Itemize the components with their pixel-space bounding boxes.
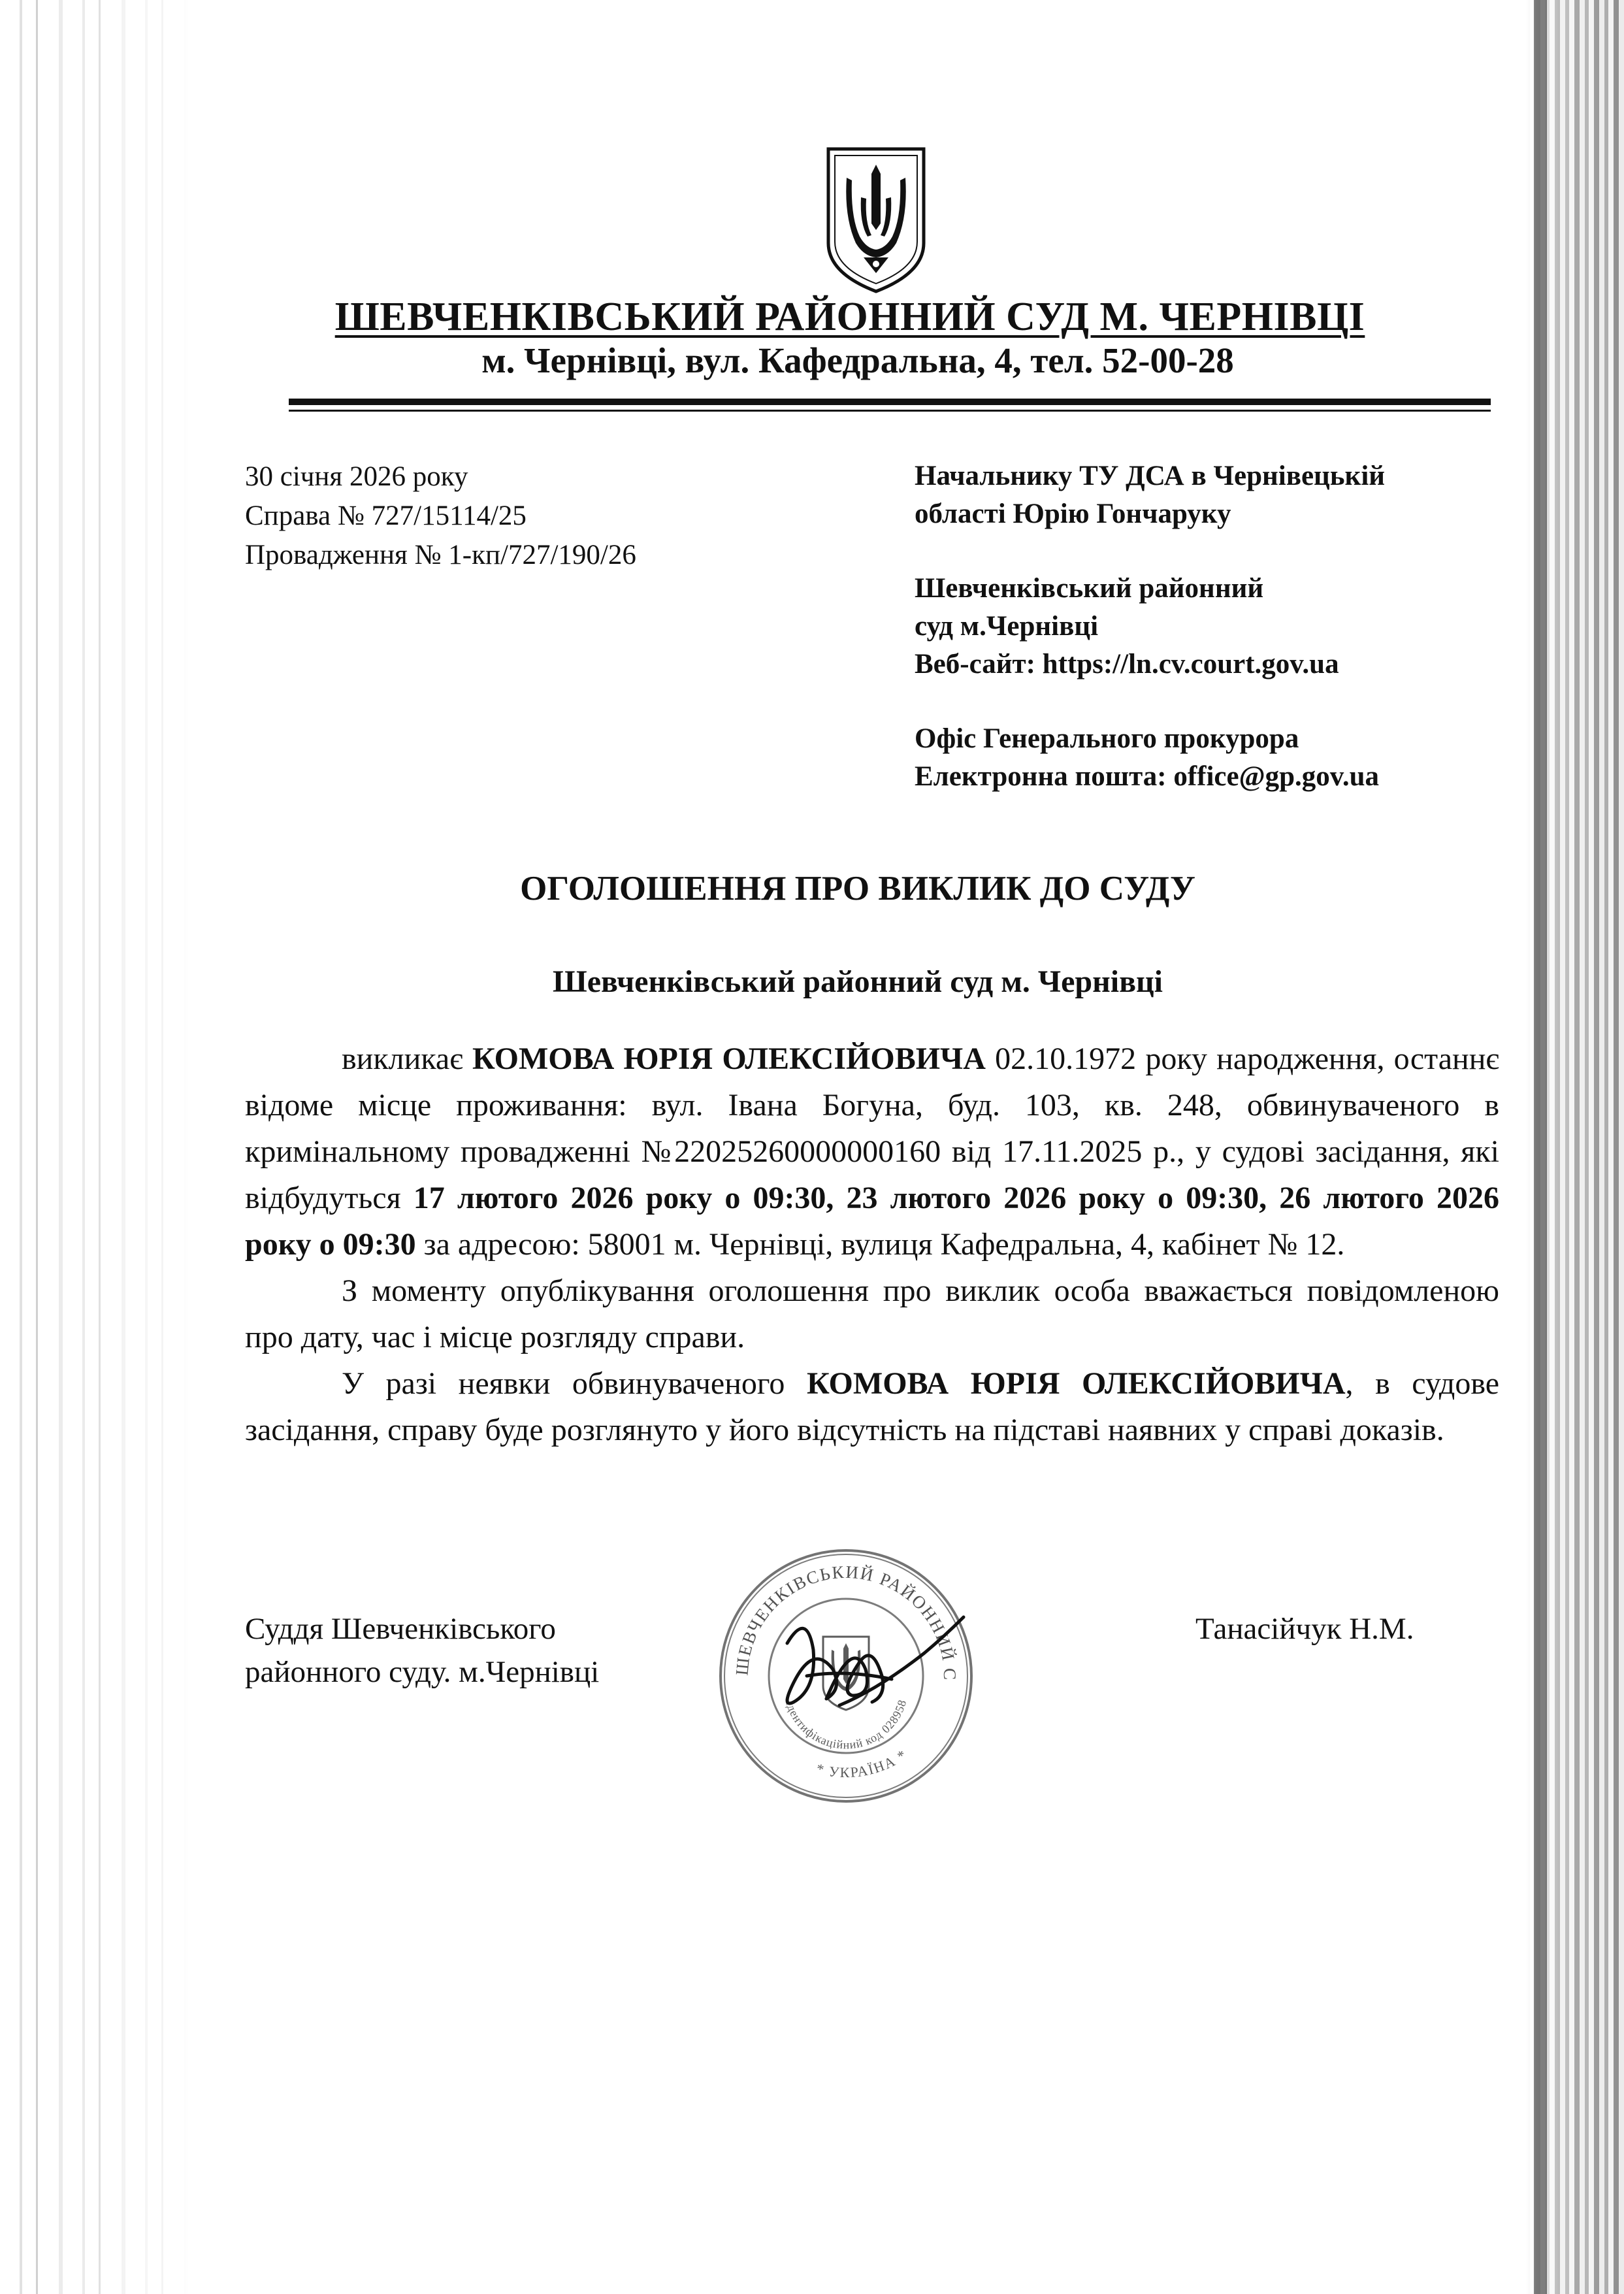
addressee-line: області Юрію Гончаруку — [915, 499, 1231, 529]
notice-paragraph-1 — [245, 1036, 1499, 1268]
court-seal-stamp — [709, 1539, 983, 1813]
notice-body — [245, 1036, 1499, 1453]
stamp-inner-text: Ідентифікаційний код 028958 — [783, 1697, 909, 1752]
notice-paragraph-2: З моменту опублікування оголошення про виклик особа вважається повідомленою про дату, час і місце розгляду справи. — [245, 1273, 1499, 1354]
header-rule-thick — [289, 399, 1491, 405]
notice-subtitle: Шевченківський районний суд м. Чернівці — [552, 964, 1163, 999]
addressee-line: Шевченківський районний — [915, 573, 1264, 604]
text-run: , в судове засідання, справу буде розглянуто у його відсутність на підставі наявних у справі доказів. — [245, 1366, 1500, 1447]
ukraine-trident-icon — [824, 145, 928, 295]
header-rule-thin — [289, 410, 1491, 412]
notice-paragraph-3 — [245, 1360, 1499, 1453]
addressee-line: суд м.Чернівці — [915, 611, 1099, 642]
addressee-block — [915, 570, 1385, 683]
addressee-block — [915, 457, 1385, 533]
judge-name: Танасійчук Н.М. — [1195, 1612, 1414, 1646]
court-address: м. Чернівці, вул. Кафедральна, 4, тел. 52-00-28 — [481, 340, 1234, 380]
document-date: 30 січня 2026 року — [245, 461, 468, 492]
notice-title: ОГОЛОШЕННЯ ПРО ВИКЛИК ДО СУДУ — [520, 870, 1195, 908]
accused-name: КОМОВА ЮРІЯ ОЛЕКСІЙОВИЧА — [472, 1041, 986, 1076]
proceeding-number: Провадження № 1-кп/727/190/26 — [245, 540, 636, 570]
addressee-line: Начальнику ТУ ДСА в Чернівецькій — [915, 461, 1386, 491]
text-run: викликає — [342, 1041, 473, 1076]
hearing-dates: 17 лютого 2026 року о 09:30, 23 лютого 2026 року о 09:30, 26 лютого 2026 року о 09:30 — [245, 1181, 1499, 1262]
text-run: за адресою: 58001 м. Чернівці, вулиця Кафедральна, 4, кабінет № 12. — [415, 1227, 1345, 1262]
document-meta — [245, 457, 636, 575]
judge-position — [245, 1607, 599, 1694]
addressee-block — [915, 720, 1385, 796]
addressees — [915, 457, 1385, 832]
stamp-bottom-text: * УКРАЇНА * — [814, 1746, 911, 1781]
text-run: 02.10.1972 року народження, останнє відоме місце проживання: вул. Івана Богуна, буд. 103, кв. 248, обвинуваченого в кримінальному провадженні №22025260000000160 від 17.11.2025 р., у судові засідання, які відбудуться — [245, 1041, 1500, 1215]
accused-name: КОМОВА ЮРІЯ ОЛЕКСІЙОВИЧА — [806, 1366, 1346, 1401]
judge-position-line: Суддя Шевченківського — [245, 1612, 556, 1646]
case-number: Справа № 727/15114/25 — [245, 500, 527, 531]
addressee-line: Електронна пошта: office@gp.gov.ua — [915, 761, 1380, 792]
addressee-line: Офіс Генерального прокурора — [915, 723, 1299, 754]
court-name: ШЕВЧЕНКІВСЬКИЙ РАЙОННИЙ СУД М. ЧЕРНІВЦІ — [334, 295, 1365, 339]
addressee-line: Веб-сайт: https://ln.cv.court.gov.ua — [915, 649, 1339, 680]
stamp-outer-text: ШЕВЧЕНКІВСЬКИЙ РАЙОННИЙ С — [732, 1562, 960, 1681]
judge-position-line: районного суду. м.Чернівці — [245, 1655, 600, 1689]
text-run: У разі неявки обвинуваченого — [342, 1366, 807, 1401]
